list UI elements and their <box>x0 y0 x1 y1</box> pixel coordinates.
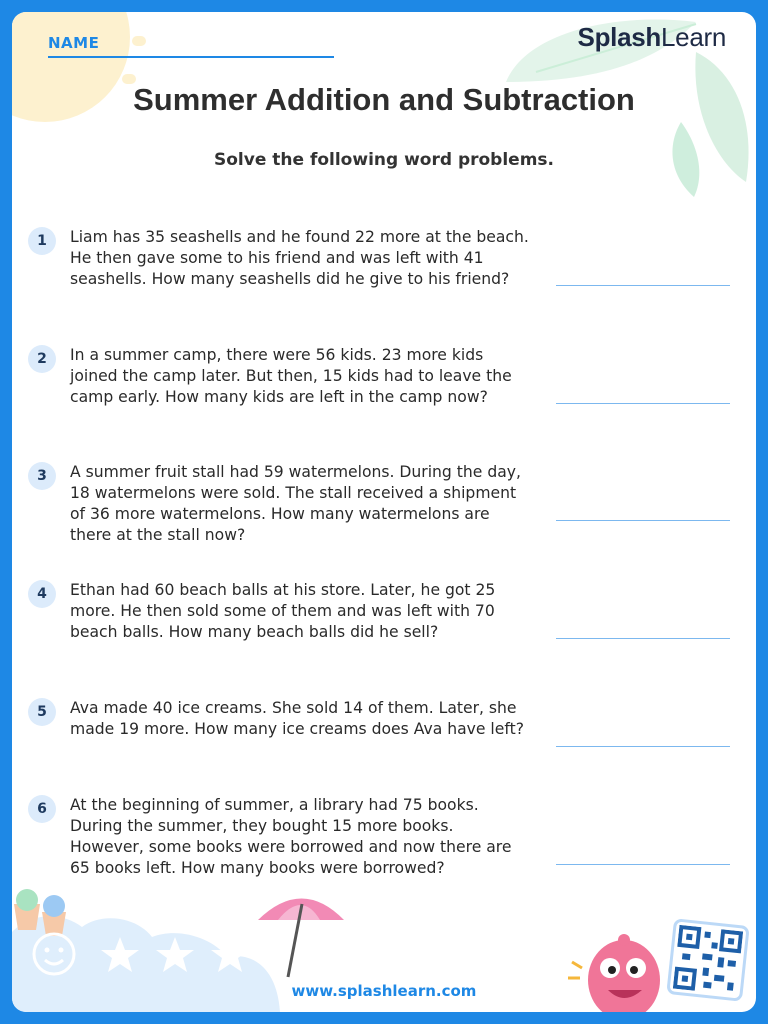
problem-number: 4 <box>28 580 56 608</box>
brand-bold: Splash <box>577 22 661 52</box>
problem-text: A summer fruit stall had 59 watermelons. During the day, 18 watermelons were sold. The stall received a shipment of 36 more watermelons. How many watermelons are there at the stall now? <box>70 463 521 544</box>
problem-text: In a summer camp, there were 56 kids. 23 more kids joined the camp later. But then, 15 kids had to leave the camp early. How many kids are left in the camp now? <box>70 346 512 406</box>
answer-line[interactable] <box>556 638 730 639</box>
answer-line[interactable] <box>556 746 730 747</box>
problem-text: At the beginning of summer, a library had 75 books. During the summer, they bought 15 more books. However, some books were borrowed and now there are 65 books left. How many books were borrowed? <box>70 796 512 877</box>
splashlearn-logo <box>578 22 726 53</box>
page-title: Summer Addition and Subtraction <box>133 82 635 117</box>
answer-line[interactable] <box>556 520 730 521</box>
sun-ray <box>132 36 146 46</box>
problem-number: 5 <box>28 698 56 726</box>
answer-line[interactable] <box>556 864 730 865</box>
problem-text: Ethan had 60 beach balls at his store. Later, he got 25 more. He then sold some of them and was left with 70 beach balls. How many beach balls did he sell? <box>70 581 496 641</box>
answer-line[interactable] <box>556 285 730 286</box>
worksheet <box>12 12 756 1012</box>
instructions: Solve the following word problems. <box>214 150 554 170</box>
name-label: NAME <box>48 34 100 52</box>
problem-number: 1 <box>28 227 56 255</box>
problem-text: Ava made 40 ice creams. She sold 14 of them. Later, she made 19 more. How many ice creams does Ava have left? <box>70 699 524 738</box>
brand-regular: Learn <box>661 22 726 52</box>
answer-line[interactable] <box>556 403 730 404</box>
website-link[interactable]: www.splashlearn.com <box>291 982 477 1000</box>
problem-number: 2 <box>28 345 56 373</box>
problem-number: 3 <box>28 462 56 490</box>
problem-text: Liam has 35 seashells and he found 22 more at the beach. He then gave some to his friend and was left with 41 seashells. How many seashells did he give to his friend? <box>70 228 529 288</box>
problem-number: 6 <box>28 795 56 823</box>
name-input-line[interactable] <box>48 56 334 58</box>
